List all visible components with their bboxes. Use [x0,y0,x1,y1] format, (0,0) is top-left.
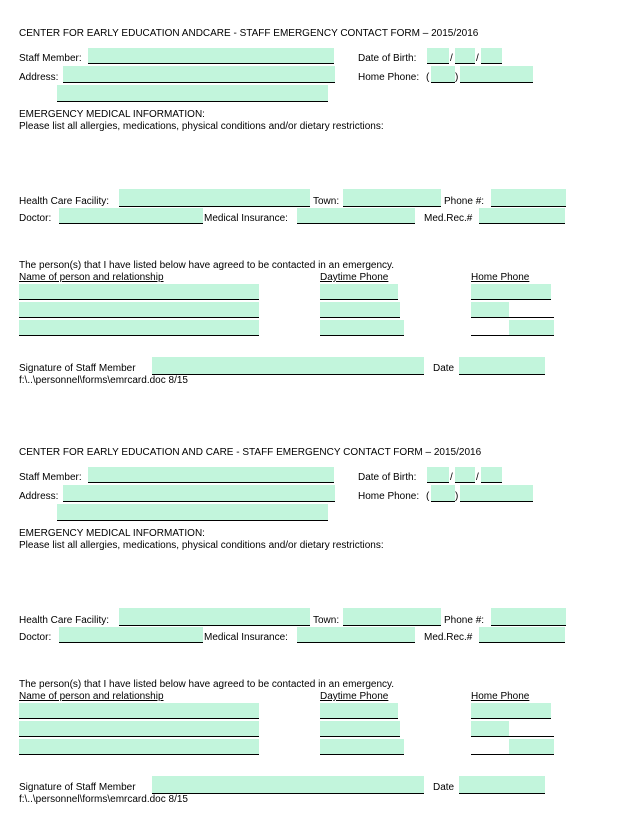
signature-label: Signature of Staff Member [19,782,136,793]
contact-daytime-field[interactable] [320,302,400,318]
dob-separator: / [476,53,479,64]
contact-home-field[interactable] [471,284,551,300]
area-code-close: ) [455,491,459,502]
dob-label: Date of Birth: [358,472,417,483]
doctor-field[interactable] [59,627,203,643]
contact-name-field[interactable] [19,302,259,318]
dob-year-field[interactable] [481,467,502,483]
dob-year-field[interactable] [481,48,502,64]
insurance-label: Medical Insurance: [204,213,288,224]
contact-name-header: Name of person and relationship [19,691,164,702]
staff-member-label: Staff Member: [19,472,82,483]
dob-separator: / [476,472,479,483]
home-phone-label: Home Phone: [358,72,420,83]
doctor-label: Doctor: [19,632,52,643]
health-facility-label: Health Care Facility: [19,615,110,626]
contact-home-field-extension[interactable] [509,721,554,737]
address-label: Address: [19,491,59,502]
doctor-field[interactable] [59,208,203,224]
address-line2-field[interactable] [57,504,328,521]
contact-name-field[interactable] [19,320,259,336]
date-field[interactable] [459,776,545,794]
contact-home-header: Home Phone [471,272,530,283]
medrec-label: Med.Rec.# [424,632,473,643]
phone-label: Phone #: [444,196,485,207]
contact-home-field-start[interactable] [471,739,509,755]
doctor-label: Doctor: [19,213,52,224]
contact-home-field[interactable] [471,703,551,719]
dob-separator: / [450,53,453,64]
date-label: Date [433,363,455,374]
medrec-field[interactable] [479,627,565,643]
contact-name-field[interactable] [19,721,259,737]
document-footer: f:\..\personnel\forms\emrcard.doc 8/15 [19,375,188,386]
medrec-label: Med.Rec.# [424,213,473,224]
dob-day-field[interactable] [455,48,475,64]
contact-home-field[interactable] [471,721,509,737]
area-code-open: ( [426,72,430,83]
phone-label: Phone #: [444,615,485,626]
town-field[interactable] [343,189,441,207]
home-phone-number-field[interactable] [460,66,533,83]
dob-month-field[interactable] [427,48,449,64]
staff-member-field[interactable] [88,467,334,483]
contact-home-field[interactable] [509,320,554,336]
health-facility-field[interactable] [119,608,310,626]
address-line2-field[interactable] [57,85,328,102]
address-label: Address: [19,72,59,83]
contact-name-field[interactable] [19,703,259,719]
staff-member-field[interactable] [88,48,334,64]
dob-month-field[interactable] [427,467,449,483]
medrec-field[interactable] [479,208,565,224]
town-label: Town: [313,615,340,626]
signature-label: Signature of Staff Member [19,363,136,374]
area-code-close: ) [455,72,459,83]
emergency-form-1 [0,0,640,400]
address-field[interactable] [63,66,335,83]
medical-info-heading: EMERGENCY MEDICAL INFORMATION: [19,109,205,120]
dob-separator: / [450,472,453,483]
form-title: CENTER FOR EARLY EDUCATION ANDCARE - STAFF EMERGENCY CONTACT FORM – 2015/2016 [19,28,479,39]
document-footer: f:\..\personnel\forms\emrcard.doc 8/15 [19,794,188,805]
health-facility-field[interactable] [119,189,310,207]
insurance-field[interactable] [297,627,415,643]
form-title: CENTER FOR EARLY EDUCATION AND CARE - STAFF EMERGENCY CONTACT FORM – 2015/2016 [19,447,482,458]
date-field[interactable] [459,357,545,375]
home-phone-number-field[interactable] [460,485,533,502]
contact-daytime-header: Daytime Phone [320,691,389,702]
dob-day-field[interactable] [455,467,475,483]
contact-name-field[interactable] [19,739,259,755]
contact-name-header: Name of person and relationship [19,272,164,283]
medical-info-instruction: Please list all allergies, medications, physical conditions and/or dietary restrictions: [19,121,384,132]
medical-info-heading: EMERGENCY MEDICAL INFORMATION: [19,528,205,539]
contact-daytime-field[interactable] [320,739,404,755]
contacts-intro: The person(s) that I have listed below have agreed to be contacted in an emergency. [19,679,395,690]
town-field[interactable] [343,608,441,626]
contact-home-field[interactable] [509,739,554,755]
contact-home-header: Home Phone [471,691,530,702]
insurance-label: Medical Insurance: [204,632,288,643]
contact-name-field[interactable] [19,284,259,300]
area-code-open: ( [426,491,430,502]
emergency-form-2 [0,419,640,819]
staff-member-label: Staff Member: [19,53,82,64]
signature-field[interactable] [152,776,424,794]
health-facility-label: Health Care Facility: [19,196,110,207]
contact-home-field[interactable] [471,302,509,318]
contact-daytime-field[interactable] [320,703,398,719]
home-phone-label: Home Phone: [358,491,420,502]
dob-label: Date of Birth: [358,53,417,64]
signature-field[interactable] [152,357,424,375]
contacts-intro: The person(s) that I have listed below have agreed to be contacted in an emergency. [19,260,395,271]
contact-daytime-field[interactable] [320,721,400,737]
home-phone-area-field[interactable] [431,485,455,502]
contact-daytime-field[interactable] [320,320,404,336]
contact-home-field-extension[interactable] [509,302,554,318]
facility-phone-field[interactable] [491,608,566,626]
insurance-field[interactable] [297,208,415,224]
home-phone-area-field[interactable] [431,66,455,83]
contact-daytime-field[interactable] [320,284,398,300]
address-field[interactable] [63,485,335,502]
medical-info-instruction: Please list all allergies, medications, physical conditions and/or dietary restrictions: [19,540,384,551]
contact-daytime-header: Daytime Phone [320,272,389,283]
contact-home-field-start[interactable] [471,320,509,336]
facility-phone-field[interactable] [491,189,566,207]
town-label: Town: [313,196,340,207]
date-label: Date [433,782,455,793]
